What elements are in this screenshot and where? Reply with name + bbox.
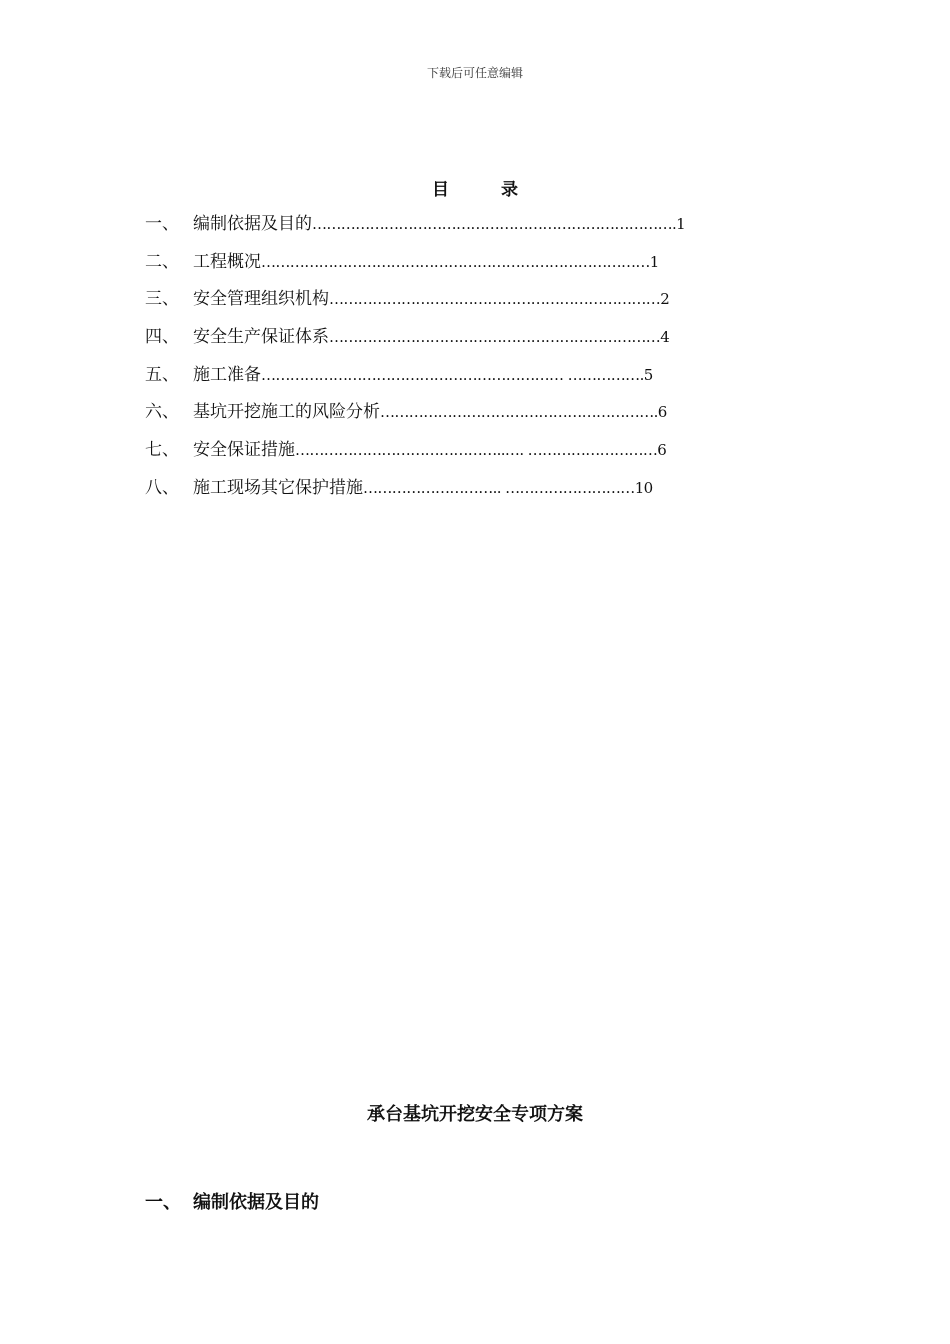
toc-entry-number: 七、 (145, 440, 179, 461)
toc-entry[interactable] (145, 436, 745, 474)
toc-entry-number: 一、 (145, 214, 179, 234)
toc-entry-leader-page: ……………………………………..…. ………………………6 (295, 441, 667, 460)
toc-entry-number: 五、 (145, 364, 179, 385)
toc-entry[interactable] (145, 210, 745, 248)
toc-entry-number: 三、 (145, 289, 179, 310)
toc-entry-leader-page: ……………………….. ………………………10 (363, 478, 653, 497)
toc-entry-label: 工程概况 (193, 251, 261, 272)
toc-entry-leader-page: ………………………………………………………………….1 (312, 215, 686, 233)
toc-entry-label: 编制依据及目的 (193, 214, 312, 234)
section-heading-number: 一、 (145, 1192, 181, 1213)
toc-entry-leader-page: ……………………………………………………………2 (329, 290, 670, 309)
toc-entry-label: 施工准备 (193, 364, 261, 385)
section-heading (145, 1188, 319, 1214)
toc-entry[interactable] (145, 398, 745, 436)
toc-entry[interactable] (145, 474, 745, 512)
toc-entry-number: 二、 (145, 251, 179, 272)
toc-entry-leader-page: ……………………………………………………… …………….5 (261, 365, 653, 384)
toc-entry-number: 八、 (145, 477, 179, 498)
toc-entry[interactable] (145, 285, 745, 323)
toc-entry-label: 安全生产保证体系 (193, 327, 329, 348)
section-heading-label: 编制依据及目的 (193, 1192, 319, 1213)
toc-entry-leader-page: ………………………………………………….6 (380, 403, 667, 422)
toc-entry-leader-page: ……………………………………………………………4 (329, 328, 670, 347)
toc-title-right: 录 (501, 180, 518, 200)
table-of-contents (145, 210, 745, 512)
toc-entry-label: 安全管理组织机构 (193, 289, 329, 310)
toc-title (0, 175, 950, 200)
toc-entry[interactable] (145, 361, 745, 399)
toc-entry[interactable] (145, 248, 745, 286)
toc-entry-leader-page: ………………………………………………………………………1 (261, 252, 659, 271)
toc-entry-number: 四、 (145, 327, 179, 348)
toc-entry-number: 六、 (145, 402, 179, 423)
toc-entry-label: 基坑开挖施工的风险分析 (193, 402, 380, 423)
document-title: 承台基坑开挖安全专项方案 (367, 1104, 583, 1125)
page-header: 下载后可任意编辑 (426, 66, 523, 80)
toc-title-left: 目 (432, 180, 449, 200)
toc-entry-label: 施工现场其它保护措施 (193, 477, 363, 498)
toc-entry[interactable] (145, 323, 745, 361)
toc-entry-label: 安全保证措施 (193, 440, 295, 461)
